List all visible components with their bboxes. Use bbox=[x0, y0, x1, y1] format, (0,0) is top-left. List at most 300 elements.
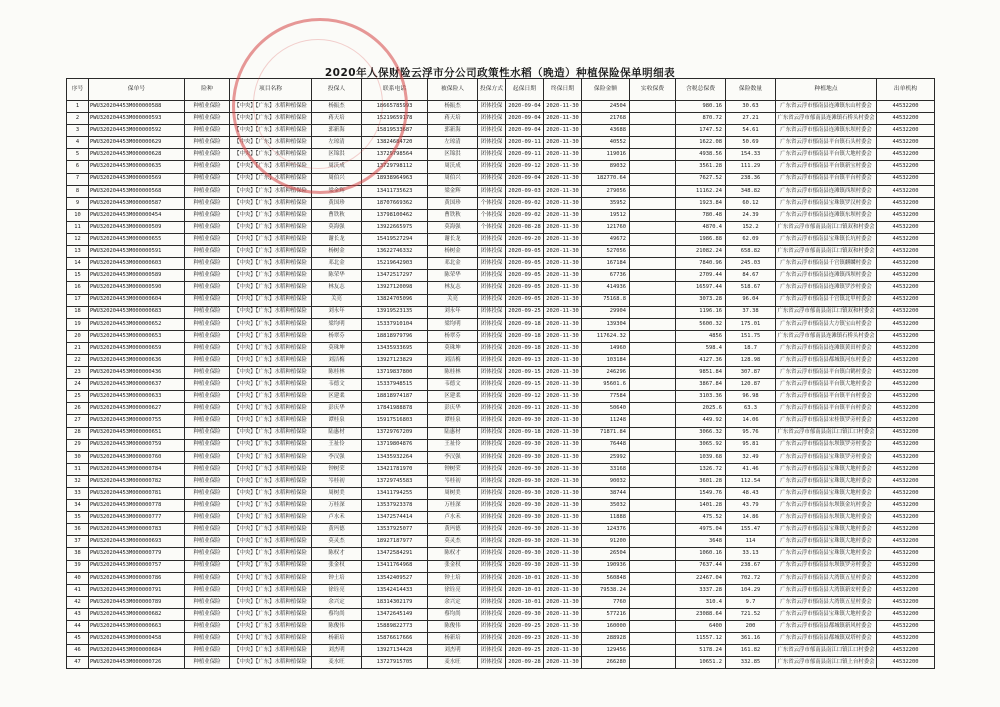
table-cell: 【中央】【广东】水稻种植保险 bbox=[230, 475, 312, 487]
table-cell: 广东省云浮市郁南县平台镇石头村委会 bbox=[776, 137, 877, 149]
table-row bbox=[67, 137, 935, 149]
table-cell: 190936 bbox=[582, 560, 630, 572]
table-cell: 3601.28 bbox=[676, 475, 726, 487]
table-cell: 广东省云浮市郁南县宝珠镇罗旁村委会 bbox=[776, 451, 877, 463]
table-cell: 32 bbox=[67, 475, 89, 487]
table-cell: 团体投保 bbox=[478, 149, 506, 161]
table-cell: 15 bbox=[67, 270, 89, 282]
table-cell: 团体投保 bbox=[478, 463, 506, 475]
table-cell: PWU320204453M000000655 bbox=[89, 234, 185, 246]
table-cell: 17841988878 bbox=[362, 403, 428, 415]
table-row bbox=[67, 451, 935, 463]
table-cell: 杨新培 bbox=[428, 633, 478, 645]
table-cell: 96.98 bbox=[726, 391, 776, 403]
table-cell: PWU320204453M000000589 bbox=[89, 270, 185, 282]
table-cell: 15876617666 bbox=[362, 633, 428, 645]
table-row bbox=[67, 342, 935, 354]
table-cell: 杨翠芬 bbox=[428, 330, 478, 342]
table-cell: 彭庆华 bbox=[312, 403, 362, 415]
table-cell: 刘洁梅 bbox=[312, 354, 362, 366]
table-cell: 广东省云浮市郁南县东坝镇大地村委会 bbox=[776, 512, 877, 524]
table-row bbox=[67, 633, 935, 645]
table-cell: 团体投保 bbox=[478, 427, 506, 439]
table-cell: 【中央】【广东】水稻种植保险 bbox=[230, 512, 312, 524]
table-cell: PWU320204453M000000629 bbox=[89, 137, 185, 149]
table-cell: PWU320204453M000000784 bbox=[89, 463, 185, 475]
table-cell: 卢水禾 bbox=[428, 512, 478, 524]
table-cell: 团体投保 bbox=[478, 318, 506, 330]
table-cell: 18 bbox=[67, 306, 89, 318]
table-cell: 2020-09-11 bbox=[506, 137, 544, 149]
table-cell: 13537925077 bbox=[362, 524, 428, 536]
table-cell: 刘永年 bbox=[428, 306, 478, 318]
table-cell: 陈荣华 bbox=[428, 270, 478, 282]
table-cell: 2020-09-12 bbox=[506, 161, 544, 173]
table-cell: 种植业保险 bbox=[185, 354, 230, 366]
table-cell: 广东省云浮市郁南县宝珠镇大地村委会 bbox=[776, 463, 877, 475]
table-cell: 1326.72 bbox=[676, 463, 726, 475]
table-cell: 【中央】【广东】水稻种植保险 bbox=[230, 451, 312, 463]
table-cell: 莫海强 bbox=[428, 221, 478, 233]
table-cell: 780.48 bbox=[676, 209, 726, 221]
table-cell: 44532200 bbox=[877, 391, 935, 403]
table-row bbox=[67, 294, 935, 306]
table-cell bbox=[630, 209, 676, 221]
table-cell bbox=[630, 584, 676, 596]
table-row bbox=[67, 379, 935, 391]
table-cell: 种植业保险 bbox=[185, 548, 230, 560]
table-cell: 2020-11-30 bbox=[544, 584, 582, 596]
table-cell: 13727915705 bbox=[362, 657, 428, 669]
table-cell: 种植业保险 bbox=[185, 125, 230, 137]
table-cell: 种植业保险 bbox=[185, 475, 230, 487]
table-cell: 广东省云浮市郁南县连滩镇东坝村委会 bbox=[776, 209, 877, 221]
table-cell: 13472645149 bbox=[362, 608, 428, 620]
table-cell: 广东省云浮市郁南县连滩镇石桥头村委会 bbox=[776, 113, 877, 125]
table-cell: 种植业保险 bbox=[185, 645, 230, 657]
table-row bbox=[67, 209, 935, 221]
table-row bbox=[67, 463, 935, 475]
table-cell: 蔡均尚 bbox=[428, 608, 478, 620]
table-cell bbox=[630, 367, 676, 379]
table-cell: 区建柔 bbox=[312, 391, 362, 403]
table-cell: 邓北金 bbox=[428, 258, 478, 270]
table-cell: 2020-11-30 bbox=[544, 137, 582, 149]
table-cell: 【中央】【广东】水稻种植保险 bbox=[230, 125, 312, 137]
table-cell: PWU320204453M000000786 bbox=[89, 572, 185, 584]
table-cell bbox=[630, 246, 676, 258]
table-cell: 14.86 bbox=[726, 512, 776, 524]
table-cell: 13411764968 bbox=[362, 560, 428, 572]
table-cell: PWU320204453M000000755 bbox=[89, 415, 185, 427]
table-cell: 万桂深 bbox=[428, 500, 478, 512]
table-cell: 种植业保险 bbox=[185, 221, 230, 233]
table-row bbox=[67, 161, 935, 173]
table-cell: 种植业保险 bbox=[185, 463, 230, 475]
table-cell: PWU320204453M000000684 bbox=[89, 645, 185, 657]
table-cell: 彭庆华 bbox=[428, 403, 478, 415]
table-cell: 2020-11-30 bbox=[544, 645, 582, 657]
table-cell: 2020-11-30 bbox=[544, 415, 582, 427]
table-cell: 莫灵杰 bbox=[428, 536, 478, 548]
table-cell: 万桂深 bbox=[312, 500, 362, 512]
table-cell: 2020-11-30 bbox=[544, 391, 582, 403]
table-cell: 7760 bbox=[582, 596, 630, 608]
table-cell: 周沃成 bbox=[312, 161, 362, 173]
table-cell: 44532200 bbox=[877, 161, 935, 173]
table-cell bbox=[630, 149, 676, 161]
table-cell: 2020-11-30 bbox=[544, 330, 582, 342]
table-cell bbox=[630, 354, 676, 366]
table-cell: 个体投保 bbox=[478, 197, 506, 209]
table-row bbox=[67, 101, 935, 113]
table-cell: 47 bbox=[67, 657, 89, 669]
table-cell: 121760 bbox=[582, 221, 630, 233]
table-row bbox=[67, 234, 935, 246]
table-row bbox=[67, 246, 935, 258]
table-row bbox=[67, 330, 935, 342]
table-cell: 103184 bbox=[582, 354, 630, 366]
table-cell: 13435933695 bbox=[362, 342, 428, 354]
table-cell: 44532200 bbox=[877, 645, 935, 657]
table-cell: 刘洁梅 bbox=[428, 354, 478, 366]
table-cell: 关亮 bbox=[312, 294, 362, 306]
document-title: 2020年人保财险云浮市分公司政策性水稻（晚造）种植保险保单明细表 bbox=[324, 67, 676, 79]
table-cell: 14960 bbox=[582, 342, 630, 354]
table-cell: 2020-11-30 bbox=[544, 197, 582, 209]
table-cell bbox=[630, 258, 676, 270]
table-cell: 13798100462 bbox=[362, 209, 428, 221]
table-cell: 2020-09-25 bbox=[506, 306, 544, 318]
table-cell: 区建柔 bbox=[428, 391, 478, 403]
table-cell: 2020-11-30 bbox=[544, 572, 582, 584]
table-cell: 702.72 bbox=[726, 572, 776, 584]
table-cell: 4856 bbox=[676, 330, 726, 342]
table-cell: 韦德文 bbox=[428, 379, 478, 391]
table-row bbox=[67, 367, 935, 379]
table-cell: 11557.12 bbox=[676, 633, 726, 645]
table-cell: 团体投保 bbox=[478, 342, 506, 354]
table-cell: 2020-09-30 bbox=[506, 560, 544, 572]
table-cell: 团体投保 bbox=[478, 608, 506, 620]
table-row bbox=[67, 584, 935, 596]
table-cell: 林友志 bbox=[312, 282, 362, 294]
table-cell: 44532200 bbox=[877, 596, 935, 608]
table-cell: 陈桂林 bbox=[428, 367, 478, 379]
table-cell: 种植业保险 bbox=[185, 608, 230, 620]
table-cell: 梁金辉 bbox=[428, 185, 478, 197]
table-cell: PWU320204453M000000592 bbox=[89, 125, 185, 137]
table-cell: 44532200 bbox=[877, 149, 935, 161]
table-cell: 杨树金 bbox=[428, 246, 478, 258]
table-cell: 团体投保 bbox=[478, 234, 506, 246]
table-cell: 13919523135 bbox=[362, 306, 428, 318]
table-cell: 6400 bbox=[676, 621, 726, 633]
table-cell: 【中央】【广东】水稻种植保险 bbox=[230, 294, 312, 306]
table-cell: 16 bbox=[67, 282, 89, 294]
table-cell: 广东省云浮市郁南县宝珠镇长坑村委会 bbox=[776, 234, 877, 246]
table-cell: 2020-09-04 bbox=[506, 173, 544, 185]
table-cell: 广东省云浮市郁南县连滩镇黄田村委会 bbox=[776, 342, 877, 354]
table-cell: 1622.08 bbox=[676, 137, 726, 149]
table-cell: PWU320204453M000000591 bbox=[89, 246, 185, 258]
table-cell: 44532200 bbox=[877, 209, 935, 221]
table-cell: 5600.32 bbox=[676, 318, 726, 330]
table-cell: 2020-11-30 bbox=[544, 524, 582, 536]
table-cell: 种植业保险 bbox=[185, 391, 230, 403]
table-cell: 黄国珍 bbox=[312, 197, 362, 209]
table-cell: 广东省云浮市郁南县都城镇新风村委会 bbox=[776, 621, 877, 633]
table-cell: 13 bbox=[67, 246, 89, 258]
table-cell: 20 bbox=[67, 330, 89, 342]
table-cell: PWU320204453M000000604 bbox=[89, 294, 185, 306]
table-cell: 89032 bbox=[582, 161, 630, 173]
table-cell: 2020-11-30 bbox=[544, 633, 582, 645]
table-cell: 44532200 bbox=[877, 548, 935, 560]
table-cell: 307.87 bbox=[726, 367, 776, 379]
column-header: 出单机构 bbox=[877, 79, 935, 101]
table-cell: 陈俊伟 bbox=[428, 621, 478, 633]
table-cell: 【中央】【广东】水稻种植保险 bbox=[230, 209, 312, 221]
table-cell bbox=[630, 633, 676, 645]
table-cell: 35952 bbox=[582, 197, 630, 209]
table-cell: 24 bbox=[67, 379, 89, 391]
table-cell: 【中央】【广东】水稻种植保险 bbox=[230, 367, 312, 379]
table-cell: 【中央】【广东】水稻种植保险 bbox=[230, 536, 312, 548]
table-cell: 刘杰明 bbox=[428, 645, 478, 657]
table-cell: PWU320204453M000000659 bbox=[89, 342, 185, 354]
table-cell: 161.82 bbox=[726, 645, 776, 657]
table-cell: 2020-09-25 bbox=[506, 621, 544, 633]
column-header: 终保日期 bbox=[544, 79, 582, 101]
table-cell: 27 bbox=[67, 415, 89, 427]
table-cell: 团体投保 bbox=[478, 512, 506, 524]
table-cell: 团体投保 bbox=[478, 391, 506, 403]
column-header: 保险数量 bbox=[726, 79, 776, 101]
table-cell: 2020-11-30 bbox=[544, 367, 582, 379]
table-cell bbox=[630, 125, 676, 137]
table-cell: 【中央】【广东】水稻种植保险 bbox=[230, 354, 312, 366]
table-cell: 广东省云浮市郁南县都城镇双塔村委会 bbox=[776, 633, 877, 645]
table-cell: 周树美 bbox=[428, 488, 478, 500]
table-cell: 【中央】【广东】水稻种植保险 bbox=[230, 101, 312, 113]
table-cell: 1986.88 bbox=[676, 234, 726, 246]
table-cell: 团体投保 bbox=[478, 173, 506, 185]
table-cell: 个体投保 bbox=[478, 221, 506, 233]
table-cell: 韦德文 bbox=[312, 379, 362, 391]
table-cell: 34 bbox=[67, 500, 89, 512]
table-cell: 2020-11-30 bbox=[544, 101, 582, 113]
table-cell: 团体投保 bbox=[478, 475, 506, 487]
table-cell: 246296 bbox=[582, 367, 630, 379]
table-cell: 2020-11-30 bbox=[544, 270, 582, 282]
column-header: 保单号 bbox=[89, 79, 185, 101]
table-cell: 44532200 bbox=[877, 258, 935, 270]
table-cell: PWU320204453M000000663 bbox=[89, 621, 185, 633]
table-cell: 22467.04 bbox=[676, 572, 726, 584]
table-cell: PWU320204453M000000509 bbox=[89, 221, 185, 233]
table-cell: 15219642903 bbox=[362, 258, 428, 270]
table-row bbox=[67, 125, 935, 137]
table-cell: PWU320204453M000000789 bbox=[89, 596, 185, 608]
table-cell: 区锦洪 bbox=[312, 149, 362, 161]
table-cell: 广东省云浮市郁南县平台镇大地村委会 bbox=[776, 379, 877, 391]
table-cell: 361.16 bbox=[726, 633, 776, 645]
table-cell: 1196.16 bbox=[676, 306, 726, 318]
table-body bbox=[67, 101, 935, 669]
table-cell: 梁均明 bbox=[428, 318, 478, 330]
table-row bbox=[67, 318, 935, 330]
table-cell: 广东省云浮市郁南县南江口镇江口村委会 bbox=[776, 645, 877, 657]
table-cell: 3648 bbox=[676, 536, 726, 548]
table-cell: 44532200 bbox=[877, 415, 935, 427]
table-row bbox=[67, 657, 935, 669]
table-cell: 139304 bbox=[582, 318, 630, 330]
table-cell: 13922665975 bbox=[362, 221, 428, 233]
table-cell: 2 bbox=[67, 113, 89, 125]
table-cell: 2020-11-30 bbox=[544, 548, 582, 560]
table-cell: 2020-09-04 bbox=[506, 113, 544, 125]
table-cell: 2020-11-30 bbox=[544, 512, 582, 524]
table-cell bbox=[630, 415, 676, 427]
table-cell: 77584 bbox=[582, 391, 630, 403]
table-cell: 广东省云浮市郁南县东坝镇罗旁村委会 bbox=[776, 560, 877, 572]
table-row bbox=[67, 608, 935, 620]
table-cell: 2020-11-30 bbox=[544, 342, 582, 354]
table-cell: 15219659178 bbox=[362, 113, 428, 125]
table-cell: 岑桂初 bbox=[428, 475, 478, 487]
table-cell: 团体投保 bbox=[478, 367, 506, 379]
table-cell: 杨翠芬 bbox=[312, 330, 362, 342]
table-cell: 杨振杰 bbox=[312, 101, 362, 113]
table-cell: 2020-09-04 bbox=[506, 125, 544, 137]
table-row bbox=[67, 391, 935, 403]
table-cell: 44532200 bbox=[877, 221, 935, 233]
table-cell: 29904 bbox=[582, 306, 630, 318]
table-cell: 44532200 bbox=[877, 608, 935, 620]
table-cell: 2020-11-30 bbox=[544, 354, 582, 366]
table-cell: PWU320204453M000000651 bbox=[89, 427, 185, 439]
table-cell: 种植业保险 bbox=[185, 512, 230, 524]
table-cell: 【中央】【广东】水稻种植保险 bbox=[230, 173, 312, 185]
table-row bbox=[67, 354, 935, 366]
table-cell: 7840.96 bbox=[676, 258, 726, 270]
table-cell: 2020-10-01 bbox=[506, 596, 544, 608]
table-cell: 2020-09-05 bbox=[506, 270, 544, 282]
table-cell: 44532200 bbox=[877, 113, 935, 125]
table-cell: 种植业保险 bbox=[185, 427, 230, 439]
table-cell: 2020-11-30 bbox=[544, 451, 582, 463]
table-cell: 左琼清 bbox=[312, 137, 362, 149]
table-cell bbox=[630, 391, 676, 403]
column-header: 实收保费 bbox=[630, 79, 676, 101]
table-cell: 麦水旺 bbox=[312, 657, 362, 669]
table-row bbox=[67, 439, 935, 451]
table-cell: 种植业保险 bbox=[185, 173, 230, 185]
table-cell: 25 bbox=[67, 391, 89, 403]
table-cell: 2020-09-11 bbox=[506, 403, 544, 415]
table-cell bbox=[630, 113, 676, 125]
table-cell: 【中央】【广东】水稻种植保险 bbox=[230, 403, 312, 415]
table-cell: 种植业保险 bbox=[185, 500, 230, 512]
table-cell: 1060.16 bbox=[676, 548, 726, 560]
table-cell: 518.67 bbox=[726, 282, 776, 294]
table-cell: 13719804876 bbox=[362, 439, 428, 451]
table-cell: 2020-09-30 bbox=[506, 463, 544, 475]
table-cell: PWU320204453M000000636 bbox=[89, 354, 185, 366]
table-cell: 13824684720 bbox=[362, 137, 428, 149]
table-cell: 15917516803 bbox=[362, 415, 428, 427]
table-cell: 980.16 bbox=[676, 101, 726, 113]
table-cell: PWU320204453M000000635 bbox=[89, 161, 185, 173]
table-cell: 团体投保 bbox=[478, 524, 506, 536]
table-cell: 种植业保险 bbox=[185, 584, 230, 596]
table-cell: 【中央】【广东】水稻种植保险 bbox=[230, 342, 312, 354]
table-cell: 【中央】【广东】水稻种植保险 bbox=[230, 524, 312, 536]
table-cell bbox=[630, 270, 676, 282]
table-cell: 蒋天培 bbox=[428, 113, 478, 125]
table-cell: 莫灵杰 bbox=[312, 536, 362, 548]
table-header-row bbox=[67, 79, 935, 101]
table-cell bbox=[630, 488, 676, 500]
table-cell bbox=[630, 621, 676, 633]
table-cell: 王祉伶 bbox=[312, 439, 362, 451]
table-cell: 广东省云浮市郁南县平台镇平台村委会 bbox=[776, 403, 877, 415]
table-cell: 13542409527 bbox=[362, 572, 428, 584]
table-cell: 团体投保 bbox=[478, 572, 506, 584]
table-cell: 3 bbox=[67, 125, 89, 137]
table-cell: 13472584291 bbox=[362, 548, 428, 560]
table-cell: 79538.24 bbox=[582, 584, 630, 596]
table-cell: 种植业保险 bbox=[185, 367, 230, 379]
table-cell: 31 bbox=[67, 463, 89, 475]
table-cell: 团体投保 bbox=[478, 536, 506, 548]
table-cell: 15419527294 bbox=[362, 234, 428, 246]
table-cell: 团体投保 bbox=[478, 415, 506, 427]
table-cell: 李汉强 bbox=[312, 451, 362, 463]
table-cell: PWU320204453M000000757 bbox=[89, 560, 185, 572]
table-cell bbox=[630, 318, 676, 330]
table-cell: PWU320204453M000000760 bbox=[89, 451, 185, 463]
table-cell bbox=[630, 221, 676, 233]
table-cell: 2020-11-30 bbox=[544, 500, 582, 512]
table-cell: 陈权才 bbox=[312, 548, 362, 560]
table-cell: 团体投保 bbox=[478, 101, 506, 113]
table-cell: 2020-09-18 bbox=[506, 427, 544, 439]
table-cell: 2020-11-30 bbox=[544, 403, 582, 415]
table-cell: 【中央】【广东】水稻种植保险 bbox=[230, 221, 312, 233]
table-cell: 8 bbox=[67, 185, 89, 197]
table-cell: 50640 bbox=[582, 403, 630, 415]
table-cell: 124376 bbox=[582, 524, 630, 536]
table-cell: 2020-09-05 bbox=[506, 282, 544, 294]
table-cell: PWU320204453M000000436 bbox=[89, 367, 185, 379]
table-cell: 2020-09-30 bbox=[506, 439, 544, 451]
table-cell: 广东省云浮市郁南县千官镇北甲村委会 bbox=[776, 294, 877, 306]
table-cell: 广东省云浮市郁南县平台镇平台村委会 bbox=[776, 173, 877, 185]
table-cell: 11 bbox=[67, 221, 89, 233]
table-cell: 44532200 bbox=[877, 367, 935, 379]
table-cell: 莫珠坤 bbox=[428, 342, 478, 354]
table-cell: 44532200 bbox=[877, 318, 935, 330]
column-header: 投保方式 bbox=[478, 79, 506, 101]
table-cell: 团体投保 bbox=[478, 645, 506, 657]
table-cell bbox=[630, 173, 676, 185]
table-cell bbox=[630, 645, 676, 657]
table-cell: 721.52 bbox=[726, 608, 776, 620]
table-cell: 杨新培 bbox=[312, 633, 362, 645]
table-cell: 33 bbox=[67, 488, 89, 500]
